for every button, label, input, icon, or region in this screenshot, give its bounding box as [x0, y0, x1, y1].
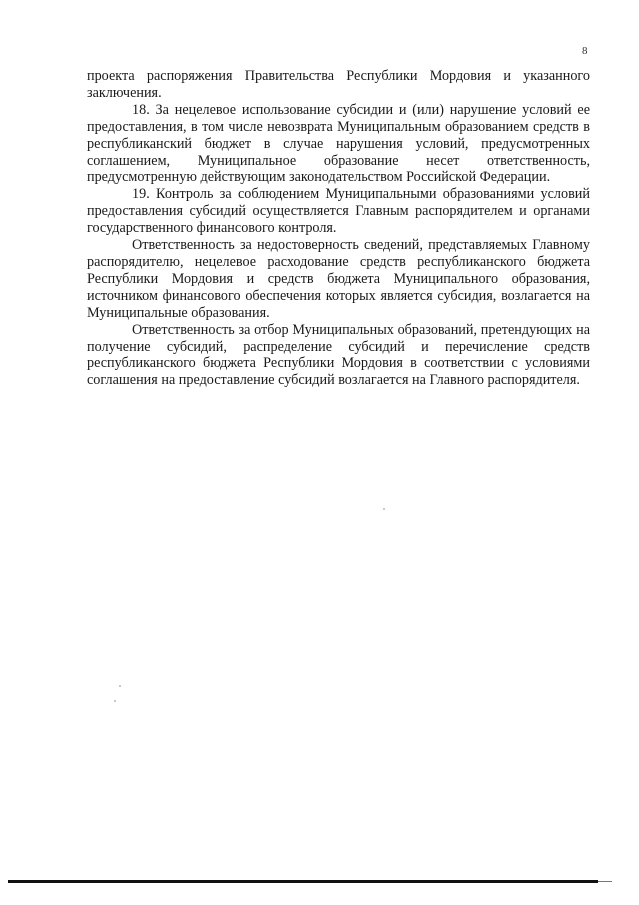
- paragraph-continuation: проекта распоряжения Правительства Республики Мордовия и указанного заключения.: [87, 68, 590, 101]
- scan-speck: [114, 700, 116, 702]
- paragraph-responsibility-data: Ответственность за недостоверность сведений, представляемых Главному распорядителю, нецелевое расходование средств республиканского бюджета Республики Мордовия и средств бюджета Муниципального образования, источником финансового обеспечения которых является субсидия, возлагается на Муниципальные образования.: [87, 237, 590, 321]
- scan-edge-line: [8, 880, 598, 883]
- scan-speck: [119, 685, 121, 687]
- document-body: [87, 68, 590, 389]
- page-number: 8: [582, 45, 588, 57]
- paragraph-clause-18: 18. За нецелевое использование субсидии и (или) нарушение условий ее предоставления, в том числе невозврата Муниципальным образованием средств в республиканский бюджет в случае нарушения условий, предусмотренных соглашением, Муниципальное образование несет ответственность, предусмотренную действующим законодательством Российской Федерации.: [87, 101, 590, 186]
- scan-edge-line-tail: [598, 881, 612, 882]
- scan-speck: [383, 508, 385, 510]
- paragraph-clause-19: 19. Контроль за соблюдением Муниципальными образованиями условий предоставления субсидий осуществляется Главным распорядителем и органами государственного финансового контроля.: [87, 186, 590, 237]
- paragraph-responsibility-selection: Ответственность за отбор Муниципальных образований, претендующих на получение субсидий, распределение субсидий и перечисление средств республиканского бюджета Республики Мордовия в соответствии с условиями соглашения на предоставление субсидий возлагается на Главного распорядителя.: [87, 321, 590, 389]
